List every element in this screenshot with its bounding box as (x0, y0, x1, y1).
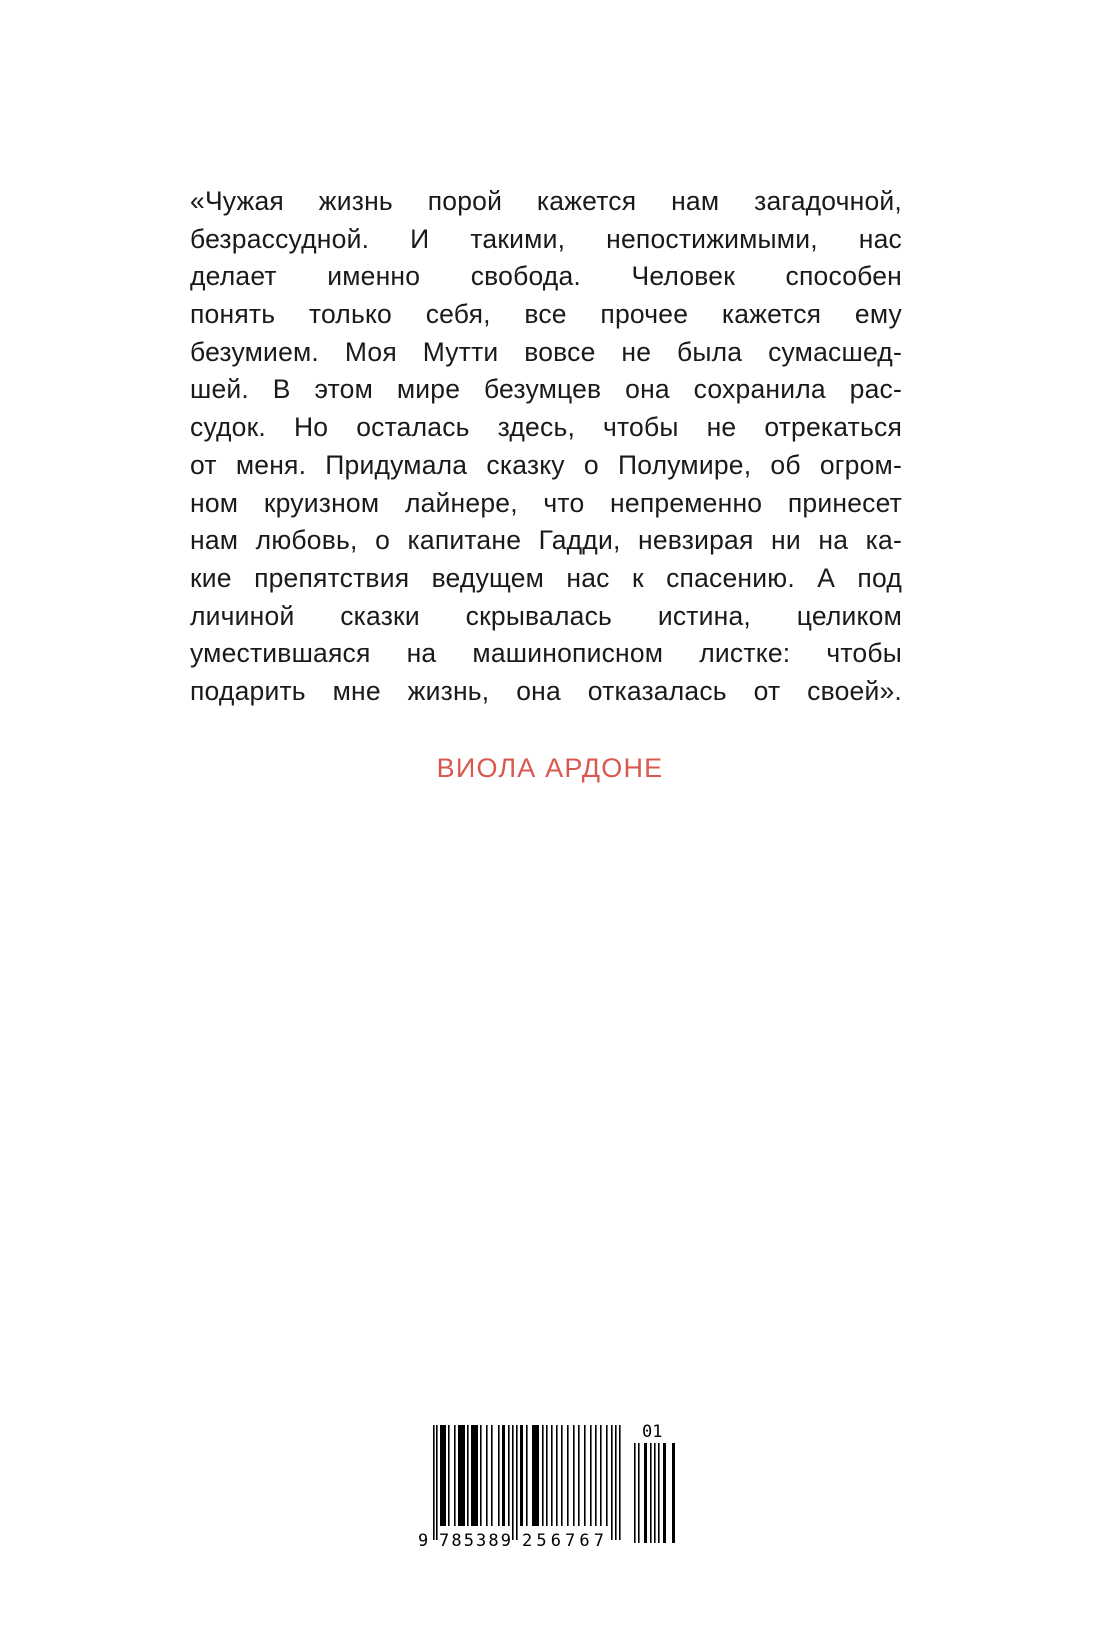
quote-line: делает именно свобода. Человек способен (190, 261, 902, 292)
barcode-first-digit: 9 (418, 1531, 429, 1551)
quote-line: кие препятствия ведущем нас к спасению. А под (190, 562, 902, 593)
quote-line: от меня. Придумала сказку о Полумире, об огром- (190, 449, 902, 480)
quote-line: личиной сказки скрывалась истина, целиком (190, 600, 902, 631)
quote-line: безрассудной. И такими, непостижимыми, нас (190, 223, 902, 254)
barcode-left-digits: 785389 (439, 1531, 511, 1551)
back-cover-quote (190, 183, 902, 711)
barcode-bars (433, 1425, 621, 1540)
quote-line: судок. Но осталась здесь, чтобы не отрекаться (190, 412, 902, 443)
quote-line: уместившаяся на машинописном листке: чтобы (190, 638, 902, 669)
addon-bars (634, 1443, 675, 1543)
quote-line: подарить мне жизнь, она отказалась от своей». (190, 675, 902, 706)
author-name: ВИОЛА АРДОНЕ (436, 753, 664, 783)
barcode-right-digits: 256767 (522, 1531, 604, 1551)
quote-line: ном круизном лайнере, что непременно принесет (190, 487, 902, 518)
barcode-addon-digits: 01 (642, 1422, 663, 1442)
quote-line: «Чужая жизнь порой кажется нам загадочной, (190, 186, 902, 216)
quote-line: шей. В этом мире безумцев она сохранила рас- (190, 374, 902, 405)
quote-line: понять только себя, все прочее кажется ему (190, 299, 902, 330)
quote-line: нам любовь, о капитане Гадди, невзирая ни на ка- (190, 525, 902, 556)
quote-line: безумием. Моя Мутти вовсе не была сумасшед- (190, 336, 902, 367)
isbn-barcode (418, 1418, 688, 1553)
